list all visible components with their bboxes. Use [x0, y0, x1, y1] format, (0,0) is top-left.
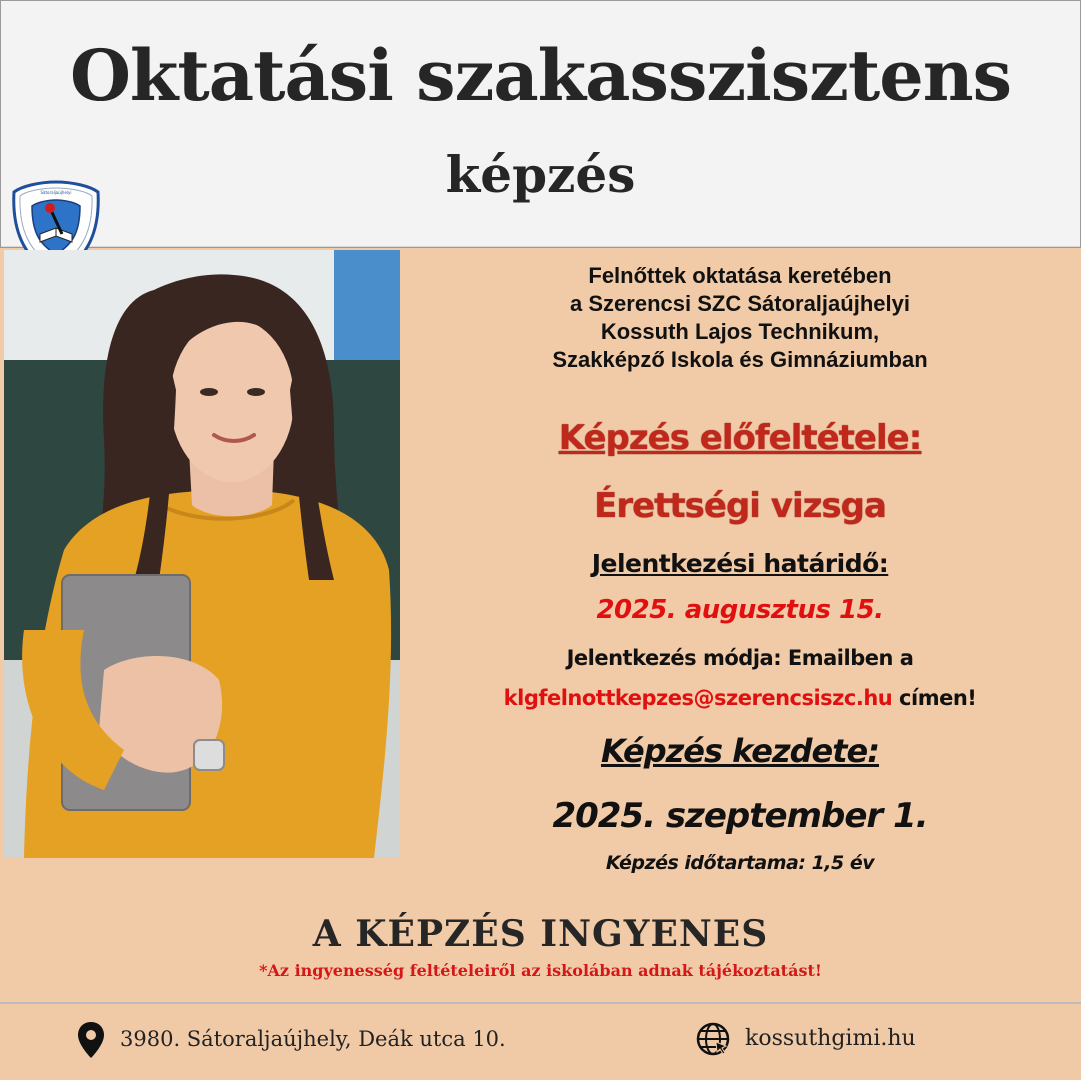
email-suffix: címen! — [892, 686, 977, 710]
address-text: 3980. Sátoraljaújhely, Deák utca 10. — [120, 1027, 506, 1051]
intro-line: Szakképző Iskola és Gimnáziumban — [552, 347, 928, 372]
deadline-heading: Jelentkezési határidő: — [591, 549, 889, 578]
email-line — [420, 680, 1060, 716]
footer — [0, 1004, 1081, 1080]
header — [0, 0, 1081, 248]
prerequisite-value: Érettségi vizsga — [594, 486, 886, 526]
intro-line: Felnőttek oktatása keretében — [588, 263, 892, 288]
free-notice-note: *Az ingyenesség feltételeiről az iskolában adnak tájékoztatást! — [259, 961, 822, 980]
email-link[interactable]: klgfelnottkepzes@szerencsiszc.hu — [503, 686, 893, 710]
teacher-photo — [4, 250, 400, 858]
start-date: 2025. szeptember 1. — [552, 796, 928, 836]
page-title: Oktatási szakasszisztens — [69, 34, 1012, 117]
info-panel — [420, 262, 1060, 874]
location-pin-icon — [76, 1020, 106, 1060]
page-subtitle: képzés — [445, 145, 636, 204]
intro-line: Kossuth Lajos Technikum, — [600, 319, 880, 344]
start-heading: Képzés kezdete: — [600, 732, 880, 770]
duration-text: Képzés időtartama: 1,5 év — [605, 852, 875, 874]
prerequisite-heading: Képzés előfeltétele: — [558, 418, 922, 458]
website-link[interactable]: kossuthgimi.hu — [745, 1026, 916, 1051]
deadline-date: 2025. augusztus 15. — [596, 595, 884, 625]
svg-text:Sátoraljaújhelyi: Sátoraljaújhelyi — [40, 190, 72, 195]
free-notice: A KÉPZÉS INGYENES — [312, 913, 769, 955]
application-mode: Jelentkezés módja: Emailben a — [566, 646, 914, 670]
intro-line: a Szerencsi SZC Sátoraljaújhelyi — [570, 291, 910, 316]
globe-icon — [696, 1022, 730, 1056]
